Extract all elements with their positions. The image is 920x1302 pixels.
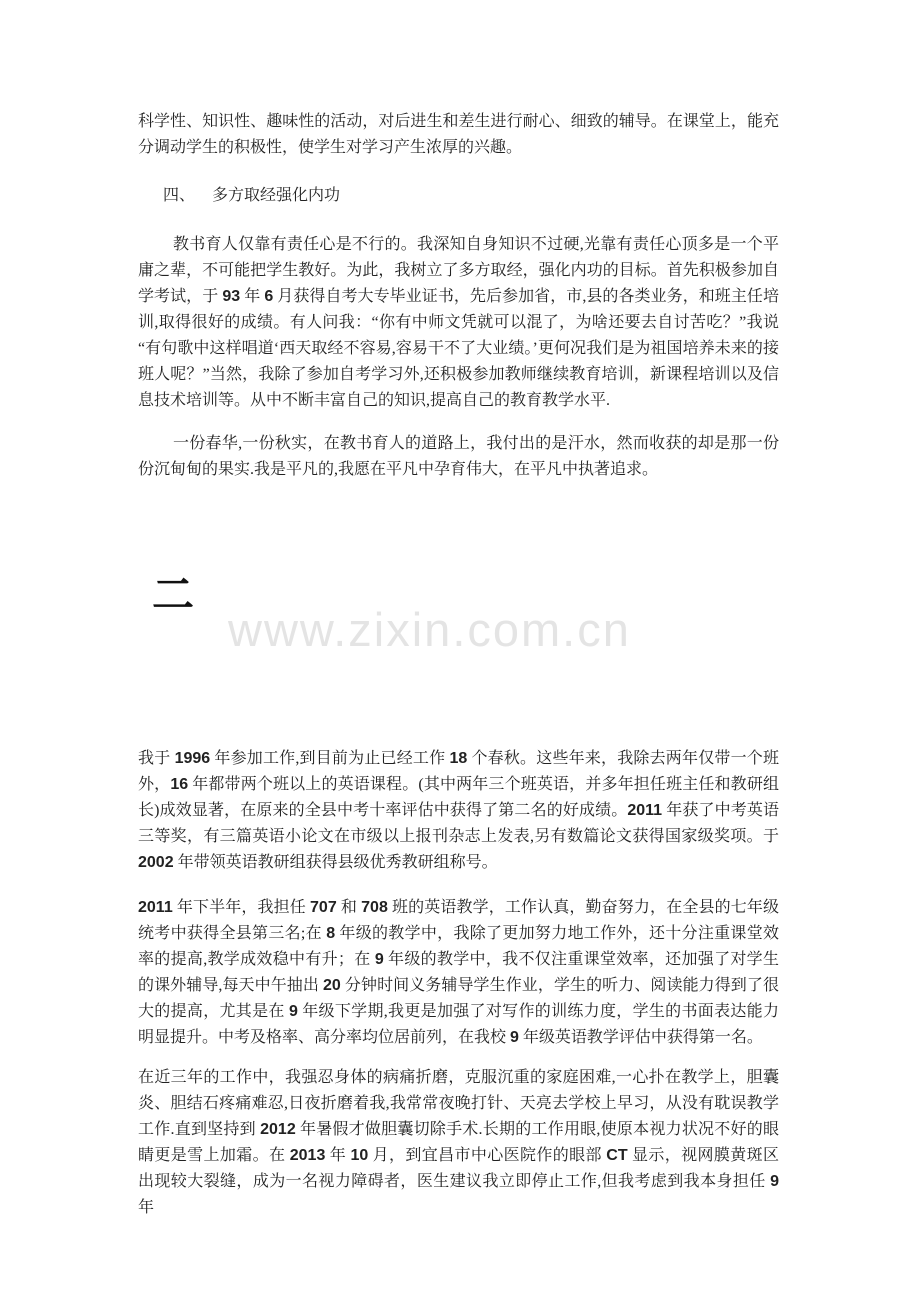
section-heading-number: 四、 [163,187,196,204]
section-heading-four [163,183,340,209]
paragraph-career-1996: 我于 1996 年参加工作,到目前为止已经工作 18 个春秋。这些年来，我除去两年仅带一个班外，16 年都带两个班以上的英语课程。(其中两年三个班英语，并多年担任班主任和教研组长)成效显著，在原来的全县中考十率评估中获得了第二名的好成绩。2011 年获了中考英语三等奖，有三篇英语小论文在市级以上报刊杂志上发表,另有数篇论文获得国家级奖项。于 2002 年带领英语教研组获得县级优秀教研组称号。 [138,750,779,871]
watermark-text: www.zixin.com.cn [228,603,631,656]
paragraph-teaching-2011: 2011 年下半年，我担任 707 和 708 班的英语教学，工作认真，勤奋努力，在全县的七年级统考中获得全县第三名;在 8 年级的教学中，我除了更加努力地工作外，还十分注重课堂效率的提高,教学成效稳中有升；在 9 年级的教学中，我不仅注重课堂效率，还加强了对学生的课外辅导,每天中午抽出 20 分钟时间义务辅导学生作业，学生的听力、阅读能力得到了很大的提高，尤其是在 9 年级下学期,我更是加强了对写作的训练力度，学生的书面表达能力明显提升。中考及格率、高分率均位居前列，在我校 9 年级英语教学评估中获得第一名。 [138,899,779,1046]
paragraph-chunhua-qiushi: 一份春华,一份秋实，在教书育人的道路上，我付出的是汗水，然而收获的却是那一份份沉甸甸的果实.我是平凡的,我愿在平凡中孕育伟大，在平凡中执著追求。 [138,435,779,478]
section-heading-title: 多方取经强化内功 [212,187,341,204]
paragraph-jiaoshu-yuren: 教书育人仅靠有责任心是不行的。我深知自身知识不过硬,光靠有责任心顶多是一个平庸之辈，不可能把学生教好。为此，我树立了多方取经，强化内功的目标。首先积极参加自学考试，于 93 年 6 月获得自考大专毕业证书，先后参加省，市,县的各类业务，和班主任培训,取得很好的成绩。有人问我：“你有中师文凭就可以混了，为啥还要去自讨苦吃？”我说“有句歌中这样唱道‘西天取经不容易,容易干不了大业绩。’更何况我们是为祖国培养未来的接班人呢？”当然，我除了参加自考学习外,还积极参加教师继续教育培训，新课程培训以及信息技术培训等。从中不断丰富自己的知识,提高自己的教育教学水平. [138,236,779,409]
paragraph-recent-three-years: 在近三年的工作中，我强忍身体的病痛折磨，克服沉重的家庭困难,一心扑在教学上，胆囊炎、胆结石疼痛难忍,日夜折磨着我,我常常夜晚打针、天亮去学校上早习，从没有耽误教学工作.直到坚持到 2012 年暑假才做胆囊切除手术.长期的工作用眼,使原本视力状况不好的眼睛更是雪上加霜。在 2013 年 10 月，到宜昌市中心医院作的眼部 CT 显示，视网膜黄斑区出现较大裂缝，成为一名视力障碍者，医生建议我立即停止工作,但我考虑到我本身担任 9 年 [138,1069,779,1216]
paragraph-intro-tail: 科学性、知识性、趣味性的活动，对后进生和差生进行耐心、细致的辅导。在课堂上，能充分调动学生的积极性，使学生对学习产生浓厚的兴趣。 [138,113,779,156]
section-two-marker: 二 [152,573,195,619]
